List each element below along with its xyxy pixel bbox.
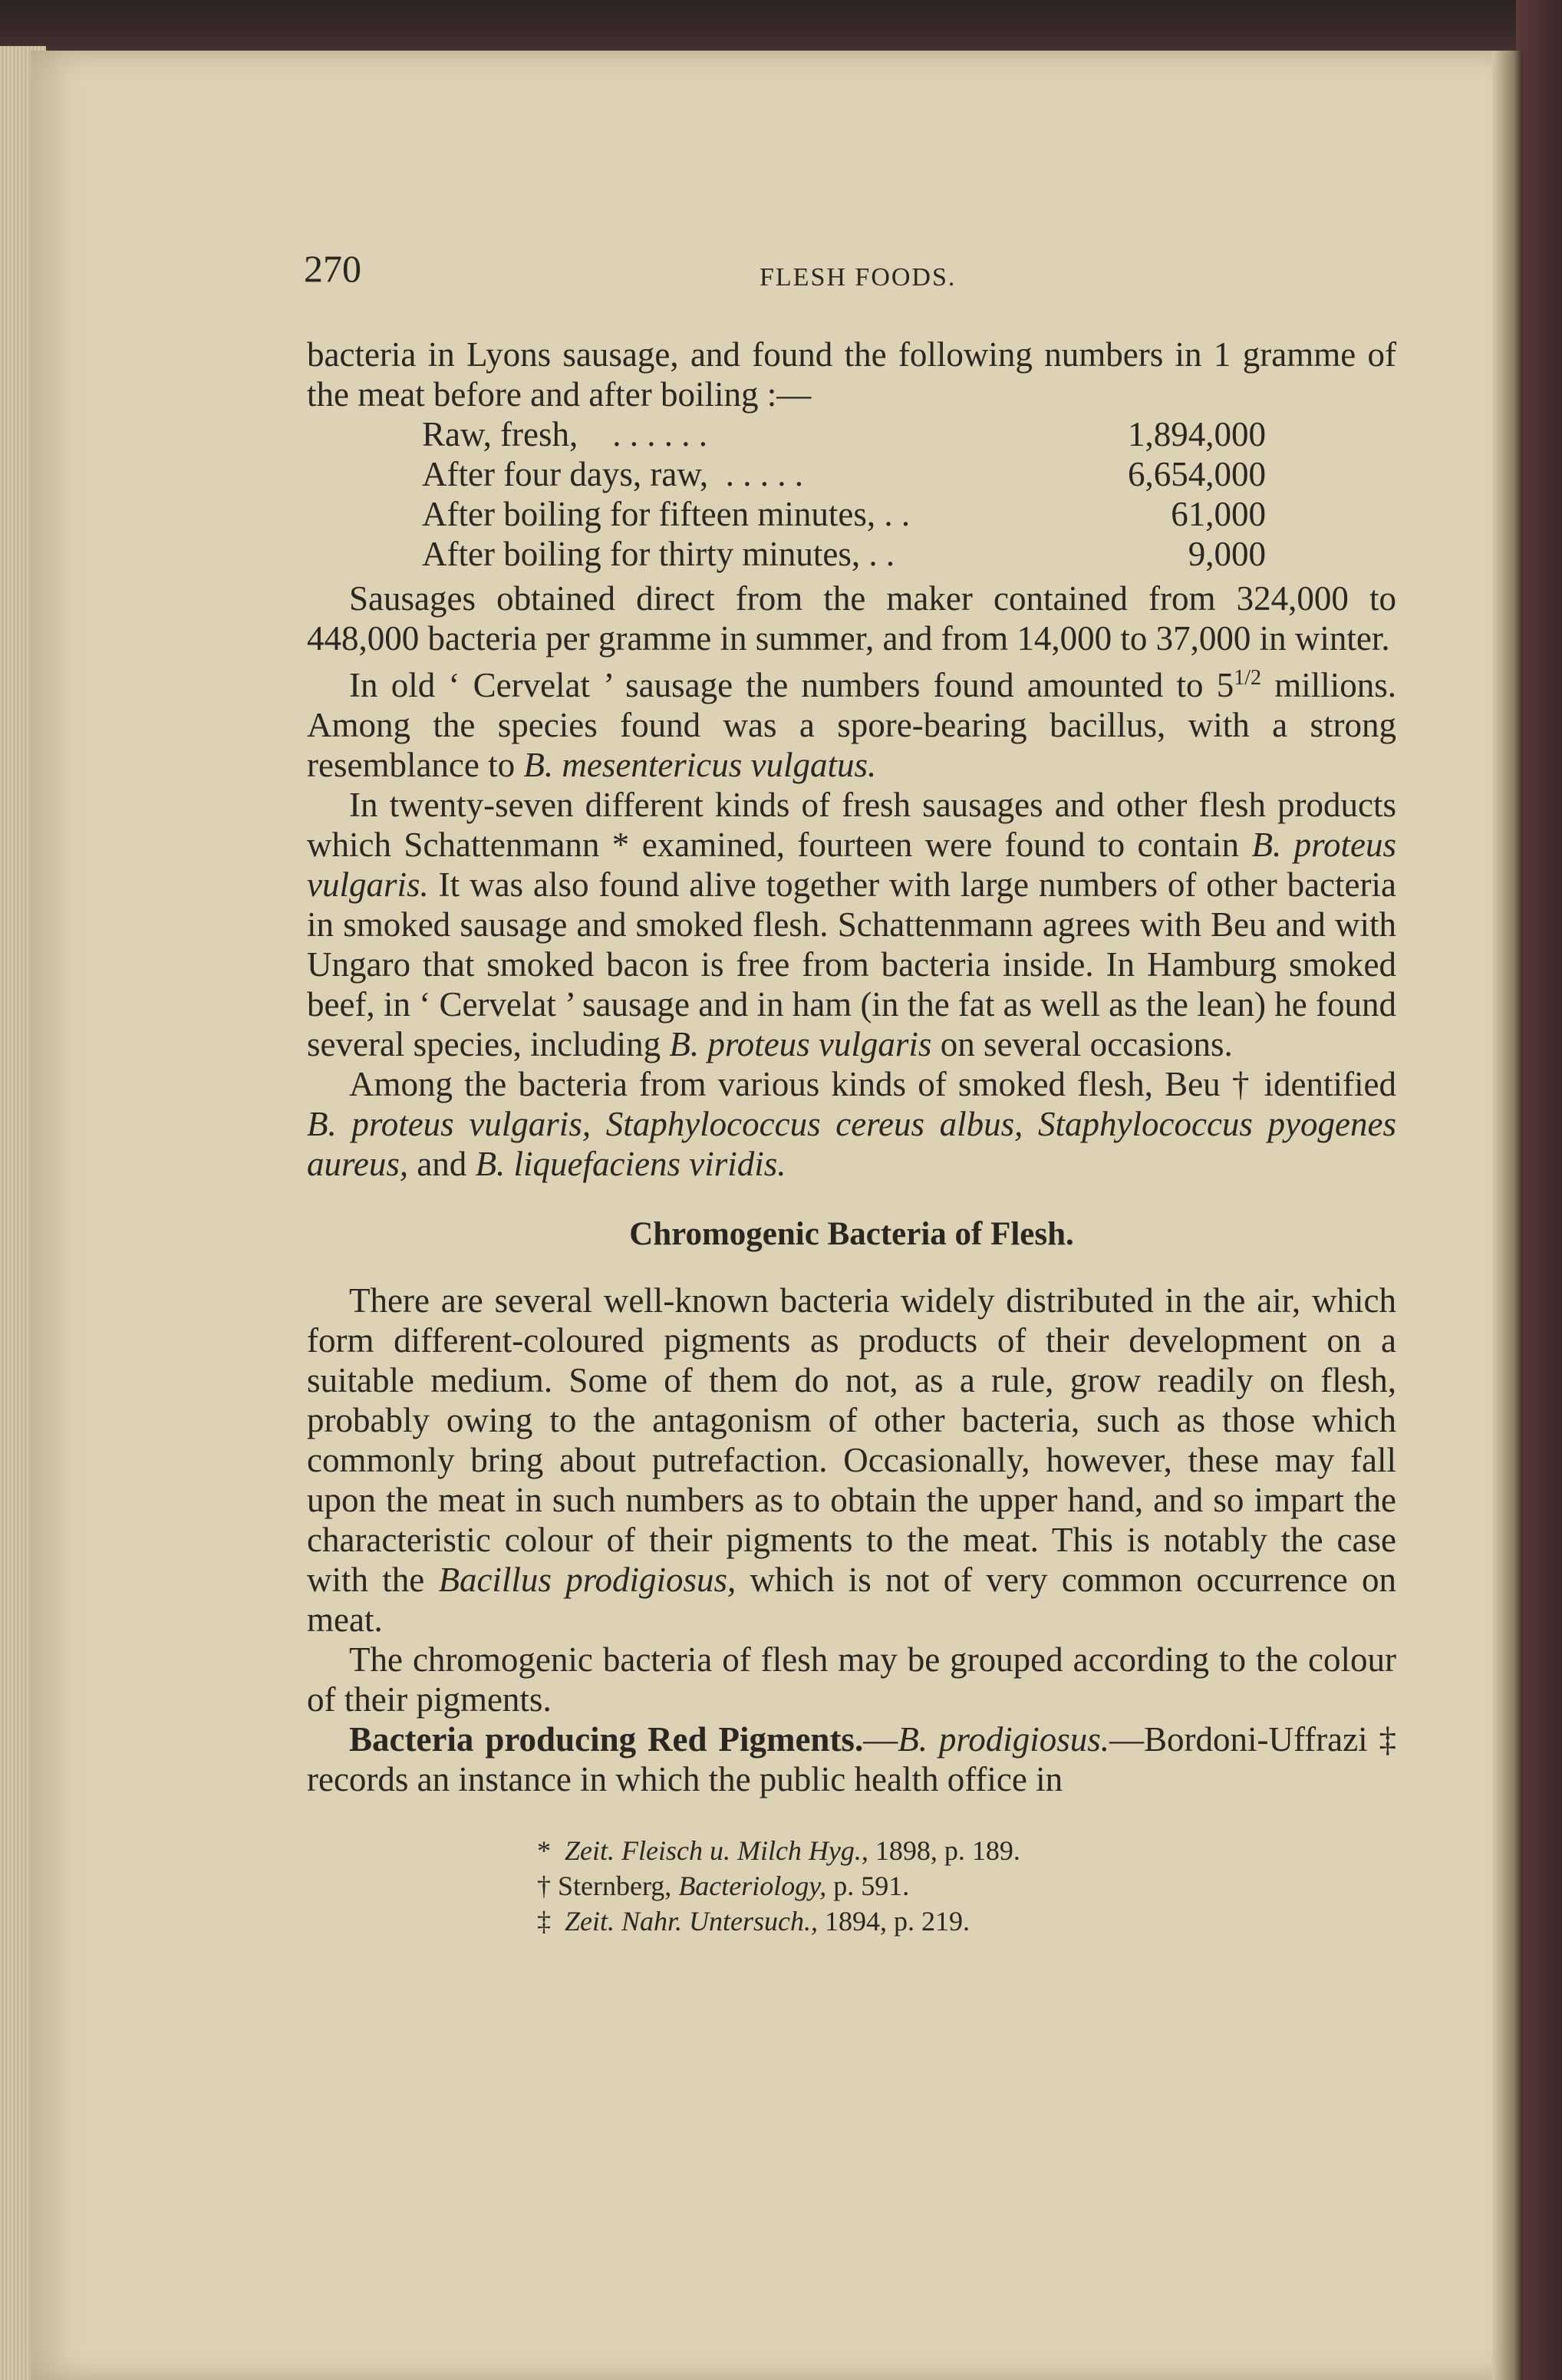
footnote-mark: *: [537, 1835, 551, 1866]
paragraph-cervelat: [307, 658, 1396, 785]
text-run: It was also found alive together with large numbers of other bacteria in smoked sausage and smoked flesh. Schattenmann agrees with Beu and with Ungaro that smoked bacon is free from bacteria inside. In Hamburg smoked beef, in ‘ Cervelat ’ sausage and in ham (in the fat as well as the lean) he found several species, including: [307, 865, 1396, 1063]
species-name: B. mesentericus vulgatus.: [523, 746, 877, 784]
running-title: FLESH FOODS.: [760, 263, 957, 292]
footnote: [537, 1904, 1396, 1939]
footnote-source: Bacteriology,: [678, 1871, 827, 1901]
page-gutter: [1492, 51, 1523, 2380]
fraction: 1/2: [1234, 666, 1262, 690]
row-value: 6,654,000: [1128, 455, 1266, 493]
table-row: [422, 534, 1266, 574]
row-dots: . .: [884, 495, 911, 533]
paragraph-red-pigments: [307, 1719, 1396, 1799]
row-label: After boiling for fifteen minutes,: [422, 495, 876, 533]
text-run: and: [408, 1145, 476, 1183]
species-name: B. proteus vulgaris.: [307, 826, 1396, 904]
row-value: 61,000: [1171, 495, 1266, 533]
footnote-detail: 1894, p. 219.: [818, 1906, 970, 1937]
bacteria-count-table: [422, 414, 1266, 574]
row-dots: . . . . . .: [612, 415, 708, 453]
row-label: Raw, fresh,: [422, 415, 578, 453]
intro-paragraph: bacteria in Lyons sausage, and found the following numbers in 1 gramme of the meat before and after boiling :—: [307, 335, 1396, 414]
paragraph-grouping: The chromogenic bacteria of flesh may be grouped according to the colour of their pigments.: [307, 1640, 1396, 1719]
paragraph-chromogenic: [307, 1281, 1396, 1640]
table-row: [422, 494, 1266, 534]
text-run: In twenty-seven different kinds of fresh sausages and other flesh products which Schattenmann * examined, fourteen were found to contain: [307, 786, 1396, 864]
paragraph-schattenmann: [307, 785, 1396, 1064]
subheading-red-pigments: Bacteria producing Red Pigments.: [349, 1720, 864, 1759]
footnotes: [537, 1833, 1396, 1939]
page-number: 270: [304, 247, 361, 290]
footnote: [537, 1833, 1396, 1868]
text-run: In old ‘ Cervelat ’ sausage the numbers found amounted to 5: [349, 666, 1234, 704]
footnote-mark: ‡: [537, 1906, 551, 1937]
text-run: which is not of very common occurrence on meat.: [307, 1561, 1396, 1639]
row-dots: . . . . .: [725, 455, 803, 493]
running-head: [304, 247, 1396, 295]
table-row: [422, 454, 1266, 494]
text-run: Among the bacteria from various kinds of smoked flesh, Beu † identified: [349, 1065, 1396, 1103]
text-run: millions. Among the species found was a spore-bearing bacillus, with a strong resemblance to: [307, 666, 1397, 784]
text-run: —: [863, 1720, 898, 1759]
row-label: After boiling for thirty minutes,: [422, 535, 861, 573]
species-name: B. proteus vulgaris, Staphylococcus cereus albus, Staphylococcus pyogenes aureus,: [307, 1105, 1396, 1183]
row-label: After four days, raw,: [422, 455, 709, 493]
row-value: 9,000: [1188, 535, 1266, 573]
row-dots: . .: [868, 535, 895, 573]
paragraph-sausages: Sausages obtained direct from the maker contained from 324,000 to 448,000 bacteria per gramme in summer, and from 14,000 to 37,000 in winter.: [307, 579, 1396, 658]
footnote-author: Sternberg,: [551, 1871, 679, 1901]
book-page: [31, 51, 1523, 2380]
species-name: B. prodigiosus.: [898, 1720, 1109, 1759]
section-heading: Chromogenic Bacteria of Flesh.: [629, 1216, 1074, 1252]
text-run: —Bordoni-Uffrazi ‡ records an instance in which the public health office in: [307, 1720, 1397, 1798]
table-row: [422, 414, 1266, 454]
footnote-mark: †: [537, 1871, 551, 1901]
species-name: Bacillus prodigiosus,: [438, 1561, 737, 1599]
footnote-source: Zeit. Fleisch u. Milch Hyg.,: [565, 1835, 868, 1866]
species-name: B. proteus vulgaris: [669, 1025, 932, 1063]
running-head-wrap: [304, 51, 1396, 312]
footnote-detail: 1898, p. 189.: [868, 1835, 1020, 1866]
row-value: 1,894,000: [1128, 415, 1266, 453]
footnote-source: Zeit. Nahr. Untersuch.,: [565, 1906, 819, 1937]
body-text: [307, 335, 1396, 1939]
footnote-detail: p. 591.: [826, 1871, 910, 1901]
text-run: on several occasions.: [931, 1025, 1233, 1063]
text-run: There are several well-known bacteria widely distributed in the air, which form different-coloured pigments as products of their development on a suitable medium. Some of them do not, as a rule, grow readily on flesh, probably owing to the antagonism of other bacteria, such as those which commonly bring about putrefaction. Occasionally, however, these may fall upon the meat in such numbers as to obtain the upper hand, and so impart the characteristic colour of their pigments to the meat. This is notably the case with the: [307, 1281, 1396, 1599]
species-name: B. liquefaciens viridis.: [475, 1145, 786, 1183]
footnote: [537, 1868, 1396, 1904]
book-cover-right: [1516, 0, 1562, 2380]
paragraph-beu: [307, 1064, 1396, 1184]
